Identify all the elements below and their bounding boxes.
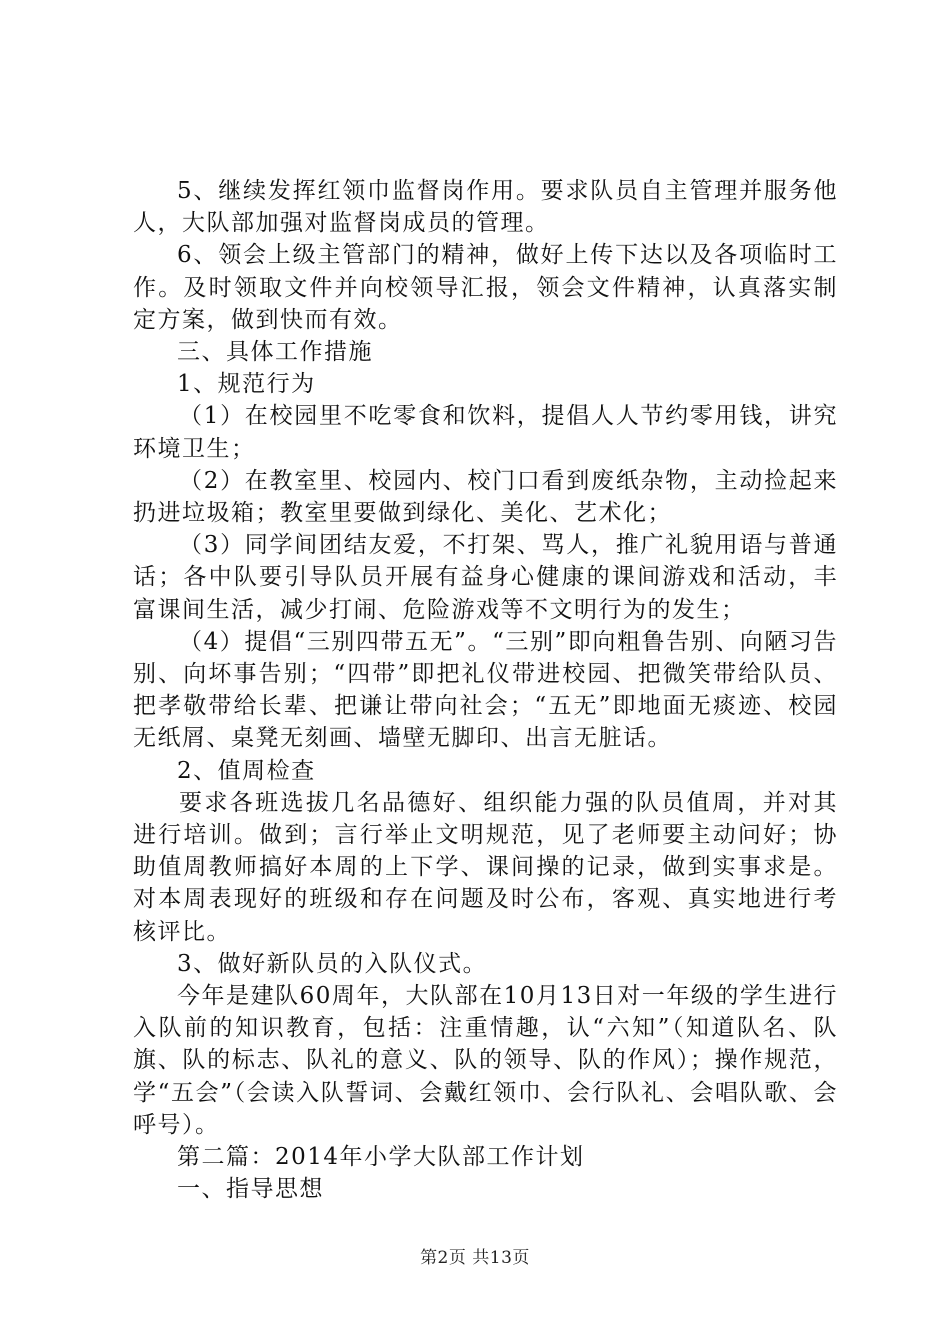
paragraph-item-6: 6、领会上级主管部门的精神，做好上传下达以及各项临时工作。及时领取文件并向校领导汇报，领会文件精神，认真落实制定方案，做到快而有效。 xyxy=(133,242,838,333)
paragraph-behavior-1: （1）在校园里不吃零食和饮料，提倡人人节约零用钱，讲究环境卫生； xyxy=(133,403,838,462)
subheading-standard-behavior: 1、规范行为 xyxy=(177,371,316,398)
section-heading-guiding-idea: 一、指导思想 xyxy=(177,1176,324,1203)
paragraph-behavior-3: （3）同学间团结友爱，不打架、骂人，推广礼貌用语与普通话；各中队要引导队员开展有益身心健康的课间游戏和活动，丰富课间生活，减少打闹、危险游戏等不文明行为的发生； xyxy=(133,532,838,623)
paragraph-induction: 今年是建队60周年，大队部在10月13日对一年级的学生进行入队前的知识教育，包括：注重情趣，认“六知”（知道队名、队旗、队的标志、队礼的意义、队的领导、队的作风）；操作规范，学“五会”（会读入队誓词、会戴红领巾、会行队礼、会唱队歌、会呼号）。 xyxy=(133,983,838,1138)
paragraph-behavior-2: （2）在教室里、校园内、校门口看到废纸杂物，主动捡起来扔进垃圾箱；教室里要做到绿化、美化、艺术化； xyxy=(133,467,838,527)
paragraph-duty-check: 要求各班选拔几名品德好、组织能力强的队员值周，并对其进行培训。做到；言行举止文明规范，见了老师要主动问好；协助值周教师搞好本周的上下学、课间操的记录，做到实事求是。对本周表现好的班级和存在问题及时公布，客观、真实地进行考核评比。 xyxy=(133,789,838,945)
section-heading-measures: 三、具体工作措施 xyxy=(177,339,373,366)
paragraph-behavior-4: （4）提倡“三别四带五无”。“三别”即向粗鲁告别、向陋习告别、向坏事告别；“四带”即把礼仪带进校园、把微笑带给队员、把孝敬带给长辈、把谦让带向社会；“五无”即地面无痰迹、校园无纸屑、桌凳无刻画、墙壁无脚印、出言无脏话。 xyxy=(133,628,838,752)
page-footer: 第2页 共13页 xyxy=(420,1248,530,1268)
document-body xyxy=(133,175,838,1206)
section-heading-part-two: 第二篇：2014年小学大队部工作计划 xyxy=(177,1144,585,1171)
paragraph-item-5: 5、继续发挥红领巾监督岗作用。要求队员自主管理并服务他人，大队部加强对监督岗成员的管理。 xyxy=(133,178,838,237)
subheading-induction: 3、做好新队员的入队仪式。 xyxy=(177,950,488,977)
subheading-duty-check: 2、值周检查 xyxy=(177,757,316,784)
